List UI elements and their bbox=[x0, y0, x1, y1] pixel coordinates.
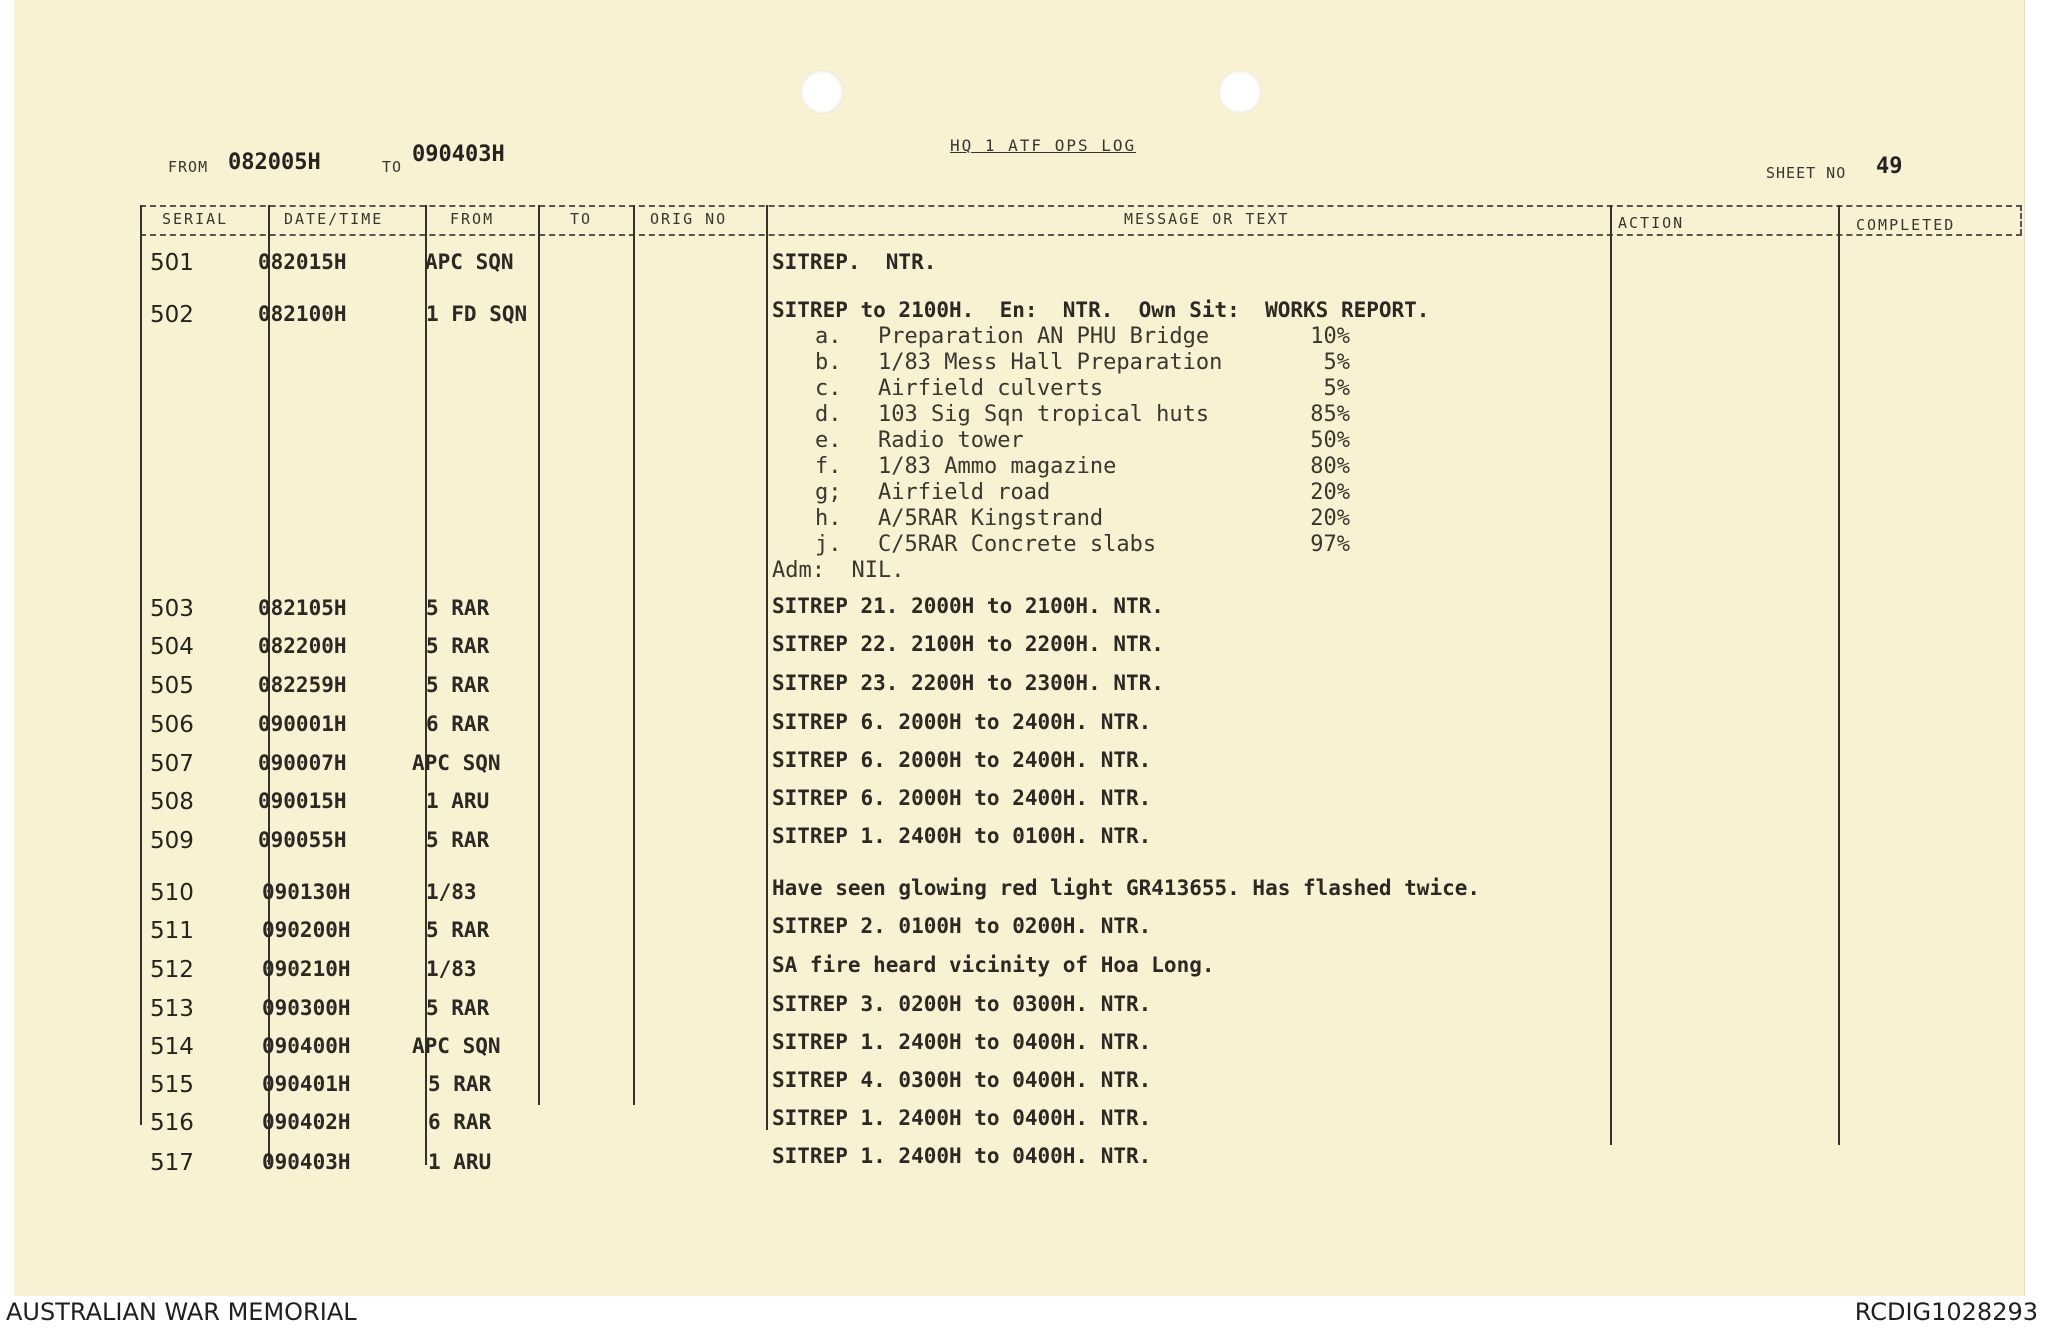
col-to: TO bbox=[570, 210, 593, 228]
datetime-cell: 082100H bbox=[258, 302, 347, 326]
datetime-cell: 090130H bbox=[262, 880, 351, 904]
works-letter: j. bbox=[815, 532, 842, 557]
datetime-cell: 090402H bbox=[262, 1110, 351, 1134]
message-cell: SITREP 21. 2000H to 2100H. NTR. bbox=[772, 594, 1164, 618]
column-rule bbox=[1610, 205, 1612, 1145]
datetime-cell: 090055H bbox=[258, 828, 347, 852]
col-serial: SERIAL bbox=[162, 210, 229, 228]
serial-cell: 508 bbox=[150, 789, 194, 815]
message-cell: SITREP 1. 2400H to 0400H. NTR. bbox=[772, 1030, 1152, 1054]
works-percent: 10% bbox=[1310, 324, 1350, 349]
column-rule bbox=[2020, 205, 2022, 235]
to-label: TO bbox=[382, 158, 403, 176]
from-cell: 5 RAR bbox=[426, 828, 490, 852]
serial-cell: 511 bbox=[150, 918, 194, 944]
to-value: 090403H bbox=[412, 142, 505, 167]
from-cell: 6 RAR bbox=[428, 1110, 492, 1134]
column-rule bbox=[140, 205, 142, 1125]
message-cell: SITREP to 2100H. En: NTR. Own Sit: WORKS REPORT. bbox=[772, 298, 1430, 322]
punch-hole bbox=[800, 70, 844, 114]
footer-reference: RCDIG1028293 bbox=[1854, 1298, 2038, 1326]
message-cell: SITREP 1. 2400H to 0400H. NTR. bbox=[772, 1144, 1152, 1168]
from-cell: 1 ARU bbox=[428, 1150, 492, 1174]
message-cell: SITREP 1. 2400H to 0400H. NTR. bbox=[772, 1106, 1152, 1130]
from-cell: 1 ARU bbox=[426, 789, 490, 813]
from-cell: 5 RAR bbox=[426, 996, 490, 1020]
message-cell: SITREP 22. 2100H to 2200H. NTR. bbox=[772, 632, 1164, 656]
serial-cell: 515 bbox=[150, 1072, 194, 1098]
message-cell: SITREP. NTR. bbox=[772, 250, 937, 274]
datetime-cell: 090001H bbox=[258, 712, 347, 736]
works-item: A/5RAR Kingstrand bbox=[878, 506, 1104, 531]
column-rule bbox=[538, 205, 540, 1105]
message-cell: SITREP 1. 2400H to 0100H. NTR. bbox=[772, 824, 1152, 848]
footer-source: AUSTRALIAN WAR MEMORIAL bbox=[6, 1298, 357, 1326]
header-bottom-rule bbox=[140, 234, 2022, 236]
serial-cell: 502 bbox=[150, 302, 194, 328]
table-top-rule bbox=[140, 205, 2022, 207]
datetime-cell: 090401H bbox=[262, 1072, 351, 1096]
from-label: FROM bbox=[168, 158, 209, 176]
datetime-cell: 082015H bbox=[258, 250, 347, 274]
serial-cell: 501 bbox=[150, 250, 194, 276]
works-percent: 85% bbox=[1310, 402, 1350, 427]
from-cell: 5 RAR bbox=[426, 634, 490, 658]
works-letter: e. bbox=[815, 428, 842, 453]
datetime-cell: 090403H bbox=[262, 1150, 351, 1174]
serial-cell: 505 bbox=[150, 673, 194, 699]
from-cell: 5 RAR bbox=[426, 918, 490, 942]
from-cell: 1/83 bbox=[426, 957, 477, 981]
message-cell: Have seen glowing red light GR413655. Has flashed twice. bbox=[772, 876, 1481, 900]
serial-cell: 507 bbox=[150, 751, 194, 777]
from-cell: 5 RAR bbox=[428, 1072, 492, 1096]
serial-cell: 512 bbox=[150, 957, 194, 983]
datetime-cell: 090400H bbox=[262, 1034, 351, 1058]
works-item: Preparation AN PHU Bridge bbox=[878, 324, 1210, 349]
works-item: Radio tower bbox=[878, 428, 1024, 453]
works-percent: 50% bbox=[1310, 428, 1350, 453]
column-rule bbox=[766, 205, 768, 1130]
works-letter: a. bbox=[815, 324, 842, 349]
message-cell: SITREP 3. 0200H to 0300H. NTR. bbox=[772, 992, 1152, 1016]
punch-hole bbox=[1218, 70, 1262, 114]
sheet-label: SHEET NO bbox=[1766, 164, 1847, 182]
works-percent: 97% bbox=[1310, 532, 1350, 557]
message-cell: SITREP 6. 2000H to 2400H. NTR. bbox=[772, 786, 1152, 810]
message-cell: SITREP 4. 0300H to 0400H. NTR. bbox=[772, 1068, 1152, 1092]
message-cell: SITREP 23. 2200H to 2300H. NTR. bbox=[772, 671, 1164, 695]
works-item: Airfield culverts bbox=[878, 376, 1104, 401]
from-cell: 5 RAR bbox=[426, 596, 490, 620]
from-cell: 5 RAR bbox=[426, 673, 490, 697]
works-item: C/5RAR Concrete slabs bbox=[878, 532, 1157, 557]
column-rule bbox=[633, 205, 635, 1105]
serial-cell: 517 bbox=[150, 1150, 194, 1176]
works-letter: d. bbox=[815, 402, 842, 427]
message-cell: SITREP 6. 2000H to 2400H. NTR. bbox=[772, 748, 1152, 772]
datetime-cell: 090200H bbox=[262, 918, 351, 942]
works-percent: 5% bbox=[1323, 376, 1350, 401]
works-percent: 5% bbox=[1323, 350, 1350, 375]
works-letter: h. bbox=[815, 506, 842, 531]
col-orig-no: ORIG NO bbox=[650, 210, 728, 228]
from-cell: 1/83 bbox=[426, 880, 477, 904]
col-message: MESSAGE OR TEXT bbox=[1124, 210, 1290, 228]
datetime-cell: 082200H bbox=[258, 634, 347, 658]
from-cell: APC SQN bbox=[412, 751, 501, 775]
log-title: HQ 1 ATF OPS LOG bbox=[950, 136, 1137, 155]
serial-cell: 513 bbox=[150, 996, 194, 1022]
col-action: ACTION bbox=[1618, 214, 1685, 232]
message-cell: SITREP 6. 2000H to 2400H. NTR. bbox=[772, 710, 1152, 734]
message-cell: SA fire heard vicinity of Hoa Long. bbox=[772, 953, 1215, 977]
datetime-cell: 090015H bbox=[258, 789, 347, 813]
datetime-cell: 082105H bbox=[258, 596, 347, 620]
serial-cell: 506 bbox=[150, 712, 194, 738]
serial-cell: 510 bbox=[150, 880, 194, 906]
message-cell: SITREP 2. 0100H to 0200H. NTR. bbox=[772, 914, 1152, 938]
datetime-cell: 090300H bbox=[262, 996, 351, 1020]
works-item: 1/83 Mess Hall Preparation bbox=[878, 350, 1223, 375]
works-letter: f. bbox=[815, 454, 842, 479]
col-datetime: DATE/TIME bbox=[284, 210, 384, 228]
datetime-cell: 082259H bbox=[258, 673, 347, 697]
works-letter: b. bbox=[815, 350, 842, 375]
works-item: 1/83 Ammo magazine bbox=[878, 454, 1117, 479]
works-percent: 20% bbox=[1310, 480, 1350, 505]
works-item: Airfield road bbox=[878, 480, 1051, 505]
works-percent: 20% bbox=[1310, 506, 1350, 531]
column-rule bbox=[1838, 205, 1840, 1145]
sheet-number: 49 bbox=[1876, 154, 1903, 179]
col-completed: COMPLETED bbox=[1856, 216, 1956, 234]
from-cell: APC SQN bbox=[412, 1034, 501, 1058]
col-from: FROM bbox=[450, 210, 495, 228]
adm-line: Adm: NIL. bbox=[772, 558, 905, 583]
serial-cell: 514 bbox=[150, 1034, 194, 1060]
from-cell: APC SQN bbox=[425, 250, 514, 274]
works-letter: c. bbox=[815, 376, 842, 401]
from-cell: 6 RAR bbox=[426, 712, 490, 736]
serial-cell: 504 bbox=[150, 634, 194, 660]
serial-cell: 509 bbox=[150, 828, 194, 854]
from-value: 082005H bbox=[228, 150, 321, 175]
works-percent: 80% bbox=[1310, 454, 1350, 479]
datetime-cell: 090007H bbox=[258, 751, 347, 775]
works-letter: g; bbox=[815, 480, 842, 505]
works-item: 103 Sig Sqn tropical huts bbox=[878, 402, 1210, 427]
from-cell: 1 FD SQN bbox=[426, 302, 528, 326]
serial-cell: 516 bbox=[150, 1110, 194, 1136]
datetime-cell: 090210H bbox=[262, 957, 351, 981]
serial-cell: 503 bbox=[150, 596, 194, 622]
